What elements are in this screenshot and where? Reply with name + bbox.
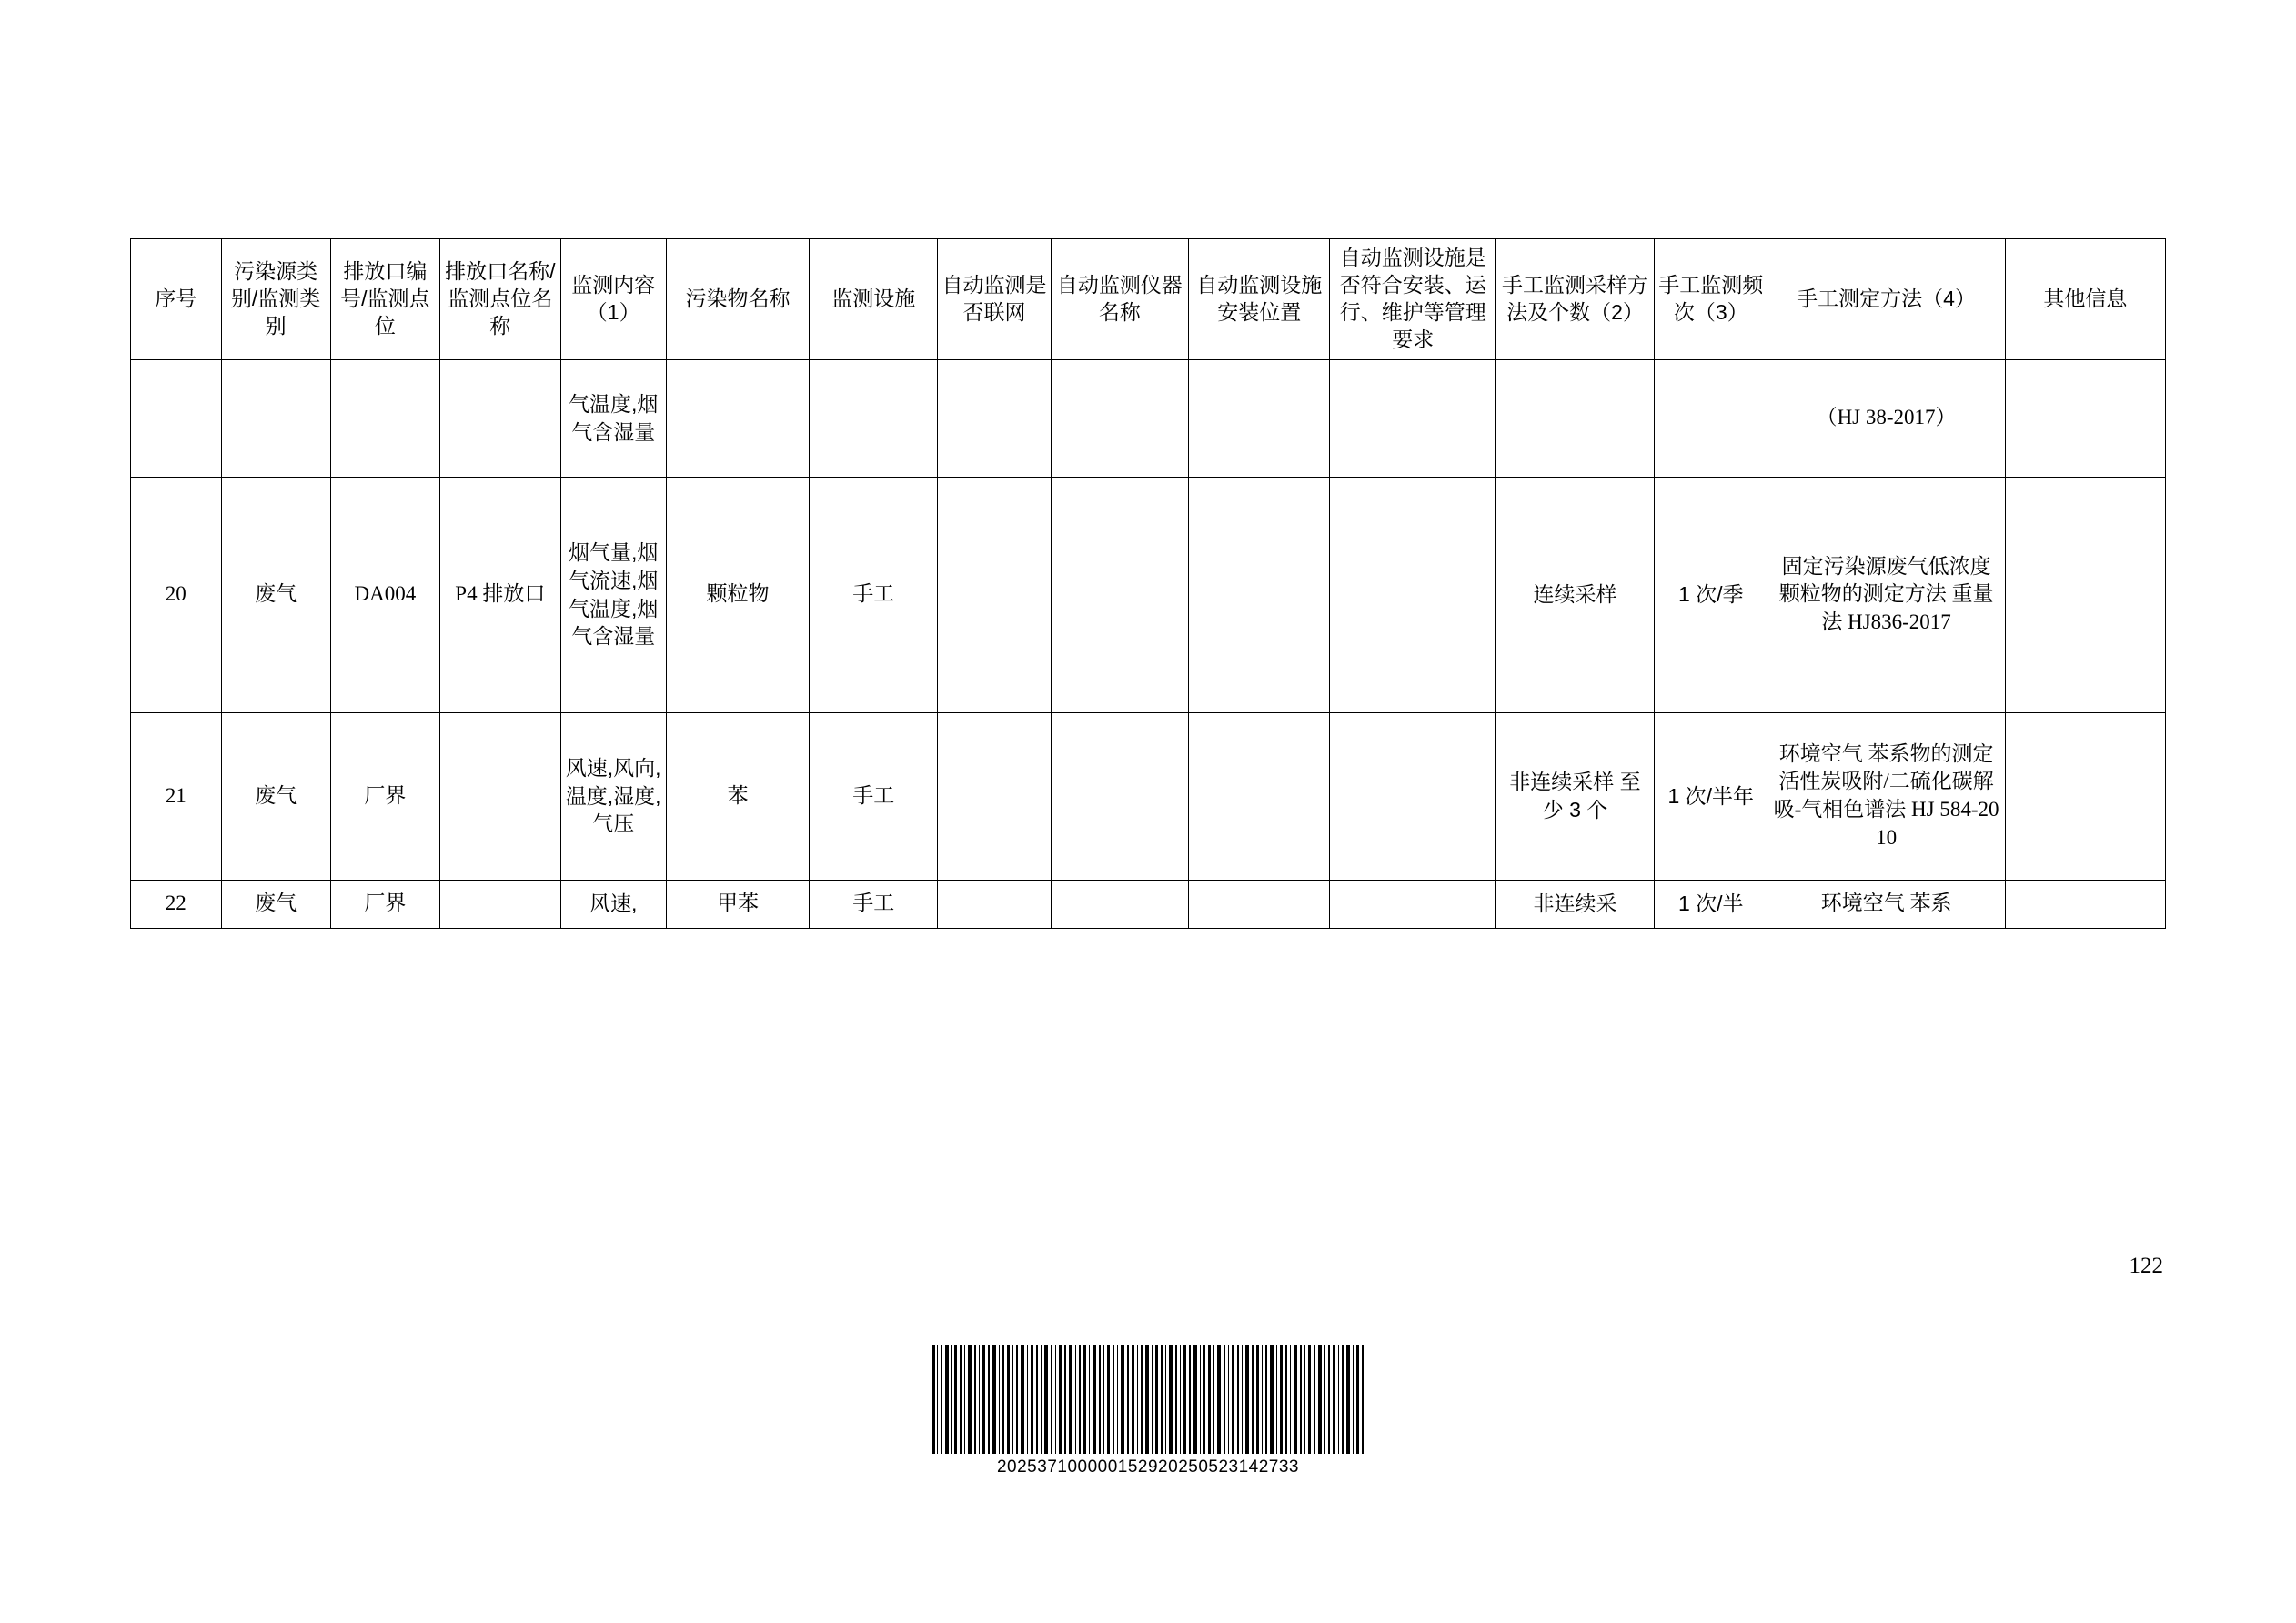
- cell-source-type: [221, 359, 330, 477]
- cell-auto-compliance: [1330, 477, 1495, 712]
- header-cell-manual-frequency: 手工监测频次（3）: [1655, 239, 1767, 360]
- header-cell-pollutant-name: 污染物名称: [666, 239, 810, 360]
- table-row: [131, 880, 2166, 928]
- cell-monitor-content: 烟气量,烟气流速,烟气温度,烟气含湿量: [560, 477, 666, 712]
- header-cell-index: 序号: [131, 239, 222, 360]
- cell-monitor-facility: [810, 359, 938, 477]
- cell-auto-instrument-name: [1051, 359, 1188, 477]
- barcode-image: [931, 1345, 1365, 1454]
- cell-other-info: [2005, 359, 2165, 477]
- cell-manual-sampling-method: [1495, 359, 1654, 477]
- header-cell-source-type: 污染源类别/监测类别: [221, 239, 330, 360]
- cell-auto-install-location: [1189, 477, 1330, 712]
- barcode-area: [931, 1345, 1365, 1477]
- cell-pollutant-name: 颗粒物: [666, 477, 810, 712]
- cell-other-info: [2005, 712, 2165, 880]
- cell-index: 22: [131, 880, 222, 928]
- cell-index: 20: [131, 477, 222, 712]
- cell-manual-sampling-method: 连续采样: [1495, 477, 1654, 712]
- cell-auto-networked: [938, 477, 1051, 712]
- cell-outlet-name: [439, 359, 560, 477]
- cell-manual-frequency: 1 次/半: [1655, 880, 1767, 928]
- header-cell-outlet-name: 排放口名称/监测点位名称: [439, 239, 560, 360]
- cell-monitor-content: 风速,: [560, 880, 666, 928]
- cell-pollutant-name: 甲苯: [666, 880, 810, 928]
- cell-auto-instrument-name: [1051, 880, 1188, 928]
- cell-outlet-code: [330, 359, 439, 477]
- table-row: [131, 359, 2166, 477]
- cell-outlet-code: 厂界: [330, 880, 439, 928]
- cell-other-info: [2005, 880, 2165, 928]
- barcode-number: 202537100000152920250523142733: [996, 1457, 1299, 1477]
- cell-manual-frequency: 1 次/半年: [1655, 712, 1767, 880]
- monitoring-table-container: [130, 238, 2166, 929]
- cell-outlet-code: DA004: [330, 477, 439, 712]
- cell-outlet-name: [439, 880, 560, 928]
- table-header-row: [131, 239, 2166, 360]
- cell-auto-compliance: [1330, 359, 1495, 477]
- table-row: [131, 712, 2166, 880]
- cell-pollutant-name: 苯: [666, 712, 810, 880]
- cell-auto-instrument-name: [1051, 477, 1188, 712]
- cell-source-type: 废气: [221, 880, 330, 928]
- cell-manual-determination-method: 环境空气 苯系: [1767, 880, 2005, 928]
- header-cell-other-info: 其他信息: [2005, 239, 2165, 360]
- header-cell-monitor-facility: 监测设施: [810, 239, 938, 360]
- table-row: [131, 477, 2166, 712]
- header-cell-auto-networked: 自动监测是否联网: [938, 239, 1051, 360]
- cell-auto-compliance: [1330, 880, 1495, 928]
- cell-manual-determination-method: 环境空气 苯系物的测定 活性炭吸附/二硫化碳解吸-气相色谱法 HJ 584-2010: [1767, 712, 2005, 880]
- header-cell-monitor-content: 监测内容（1）: [560, 239, 666, 360]
- cell-auto-networked: [938, 880, 1051, 928]
- cell-auto-install-location: [1189, 712, 1330, 880]
- header-cell-manual-determination-method: 手工测定方法（4）: [1767, 239, 2005, 360]
- cell-manual-sampling-method: 非连续采样 至少 3 个: [1495, 712, 1654, 880]
- cell-monitor-facility: 手工: [810, 712, 938, 880]
- cell-outlet-code: 厂界: [330, 712, 439, 880]
- monitoring-table: [130, 238, 2166, 929]
- header-cell-auto-instrument-name: 自动监测仪器名称: [1051, 239, 1188, 360]
- cell-manual-determination-method: 固定污染源废气低浓度颗粒物的测定方法 重量法 HJ836-2017: [1767, 477, 2005, 712]
- cell-source-type: 废气: [221, 477, 330, 712]
- cell-monitor-content: 风速,风向,温度,湿度,气压: [560, 712, 666, 880]
- table-body: [131, 359, 2166, 928]
- cell-manual-determination-method: （HJ 38-2017）: [1767, 359, 2005, 477]
- cell-outlet-name: [439, 712, 560, 880]
- table-header: [131, 239, 2166, 360]
- cell-monitor-facility: 手工: [810, 477, 938, 712]
- cell-index: 21: [131, 712, 222, 880]
- cell-manual-frequency: [1655, 359, 1767, 477]
- cell-auto-install-location: [1189, 880, 1330, 928]
- header-cell-outlet-code: 排放口编号/监测点位: [330, 239, 439, 360]
- cell-index: [131, 359, 222, 477]
- cell-auto-compliance: [1330, 712, 1495, 880]
- cell-auto-instrument-name: [1051, 712, 1188, 880]
- cell-manual-sampling-method: 非连续采: [1495, 880, 1654, 928]
- cell-monitor-facility: 手工: [810, 880, 938, 928]
- header-cell-manual-sampling-method: 手工监测采样方法及个数（2）: [1495, 239, 1654, 360]
- cell-auto-networked: [938, 712, 1051, 880]
- cell-other-info: [2005, 477, 2165, 712]
- page-number: 122: [2129, 1254, 2163, 1278]
- cell-source-type: 废气: [221, 712, 330, 880]
- cell-auto-networked: [938, 359, 1051, 477]
- cell-pollutant-name: [666, 359, 810, 477]
- cell-monitor-content: 气温度,烟气含湿量: [560, 359, 666, 477]
- cell-manual-frequency: 1 次/季: [1655, 477, 1767, 712]
- header-cell-auto-compliance: 自动监测设施是否符合安装、运行、维护等管理要求: [1330, 239, 1495, 360]
- header-cell-auto-install-location: 自动监测设施安装位置: [1189, 239, 1330, 360]
- cell-auto-install-location: [1189, 359, 1330, 477]
- cell-outlet-name: P4 排放口: [439, 477, 560, 712]
